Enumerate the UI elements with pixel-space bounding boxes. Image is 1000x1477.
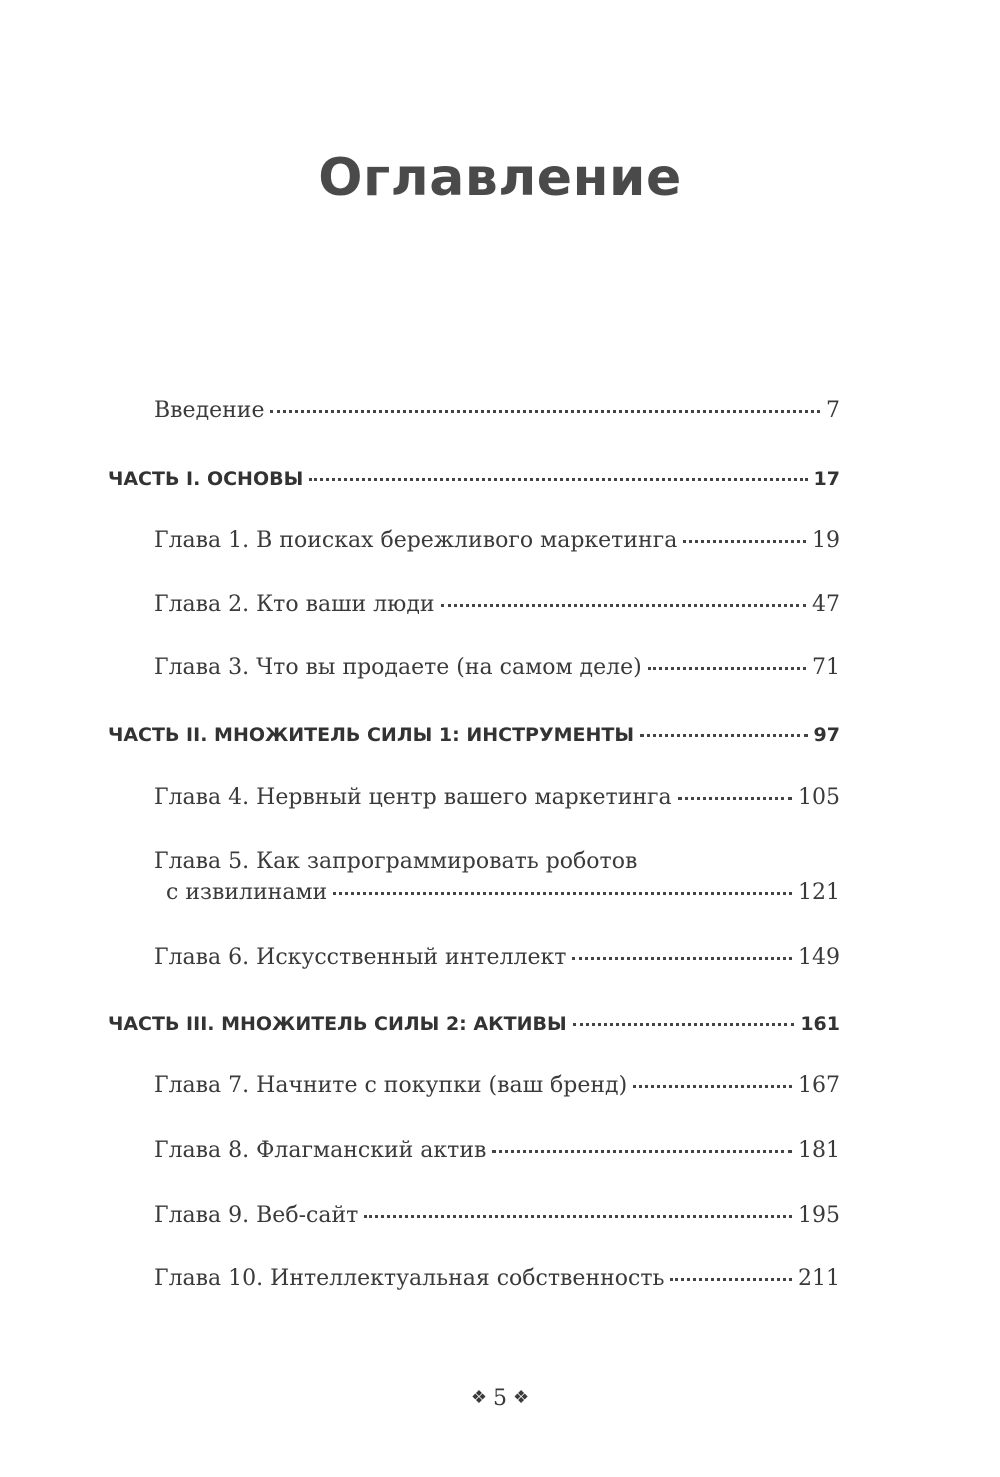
toc-page-number: 105 <box>798 785 840 810</box>
toc-entry-chapter-7[interactable] <box>154 1073 840 1098</box>
toc-label: Введение <box>154 398 265 423</box>
dot-leader <box>572 957 792 960</box>
toc-label: Глава 6. Искусственный интеллект <box>154 945 567 970</box>
toc-entry-chapter-8[interactable] <box>154 1138 840 1163</box>
toc-page-number: 181 <box>798 1138 840 1163</box>
dot-leader <box>441 604 806 607</box>
toc-page-number: 97 <box>813 724 840 746</box>
toc-label: Глава 2. Кто ваши люди <box>154 592 435 617</box>
dot-leader <box>492 1150 792 1153</box>
toc-label: Глава 3. Что вы продаете (на самом деле) <box>154 655 642 680</box>
dot-leader <box>648 667 806 670</box>
dot-leader <box>640 734 808 737</box>
toc-label: Глава 10. Интеллектуальная собственность <box>154 1266 665 1291</box>
dot-leader <box>678 797 792 800</box>
toc-page-number: 47 <box>812 592 840 617</box>
toc-label: Глава 1. В поисках бережливого маркетинга <box>154 528 678 553</box>
dot-leader <box>270 410 820 413</box>
toc-label: ЧАСТЬ III. МНОЖИТЕЛЬ СИЛЫ 2: АКТИВЫ <box>108 1013 567 1035</box>
toc-line-2 <box>154 880 840 905</box>
toc-page-number: 71 <box>812 655 840 680</box>
toc-entry-chapter-3[interactable] <box>154 655 840 680</box>
toc-label-line-1: Глава 5. Как запрограммировать роботов <box>154 849 638 874</box>
toc-entry-chapter-2[interactable] <box>154 592 840 617</box>
toc-entry-chapter-4[interactable] <box>154 785 840 810</box>
toc-label: Глава 9. Веб-сайт <box>154 1203 359 1228</box>
toc-page-number: 7 <box>826 398 840 423</box>
page-footer <box>0 1386 1000 1411</box>
toc-page-number: 17 <box>813 468 840 490</box>
toc-entry-part-3[interactable] <box>108 1013 840 1035</box>
dot-leader <box>333 892 792 895</box>
toc-label: ЧАСТЬ I. ОСНОВЫ <box>108 468 304 490</box>
toc-page-number: 195 <box>798 1203 840 1228</box>
toc-label: Глава 7. Начните с покупки (ваш бренд) <box>154 1073 628 1098</box>
dot-leader <box>364 1215 792 1218</box>
page-title: Оглавление <box>318 148 682 208</box>
toc-page-number: 167 <box>798 1073 840 1098</box>
dot-leader <box>633 1085 792 1088</box>
toc-label: Глава 4. Нервный центр вашего маркетинга <box>154 785 672 810</box>
toc-label: Глава 8. Флагманский актив <box>154 1138 487 1163</box>
toc-page-number: 19 <box>812 528 840 553</box>
toc-entry-part-1[interactable] <box>108 468 840 490</box>
toc-entry-chapter-6[interactable] <box>154 945 840 970</box>
toc-entry-chapter-10[interactable] <box>154 1266 840 1291</box>
page-number: 5 <box>493 1386 507 1411</box>
toc-entry-chapter-5[interactable] <box>154 844 840 905</box>
toc-label: ЧАСТЬ II. МНОЖИТЕЛЬ СИЛЫ 1: ИНСТРУМЕНТЫ <box>108 724 635 746</box>
toc-label-line-2: с извилинами <box>166 880 328 905</box>
toc-entry-part-2[interactable] <box>108 724 840 746</box>
dot-leader <box>670 1278 792 1281</box>
toc-page-number: 161 <box>800 1013 840 1035</box>
toc-entry-chapter-1[interactable] <box>154 528 840 553</box>
dot-leader <box>683 540 806 543</box>
toc-entry-chapter-9[interactable] <box>154 1203 840 1228</box>
dot-leader <box>309 478 807 481</box>
toc-page-number: 211 <box>798 1266 840 1291</box>
ornament-right-icon: ❖ <box>513 1387 530 1408</box>
toc-entry-intro[interactable] <box>154 398 840 423</box>
toc-page-number: 149 <box>798 945 840 970</box>
dot-leader <box>573 1023 795 1026</box>
ornament-left-icon: ❖ <box>470 1387 487 1408</box>
toc-page-number: 121 <box>798 880 840 905</box>
